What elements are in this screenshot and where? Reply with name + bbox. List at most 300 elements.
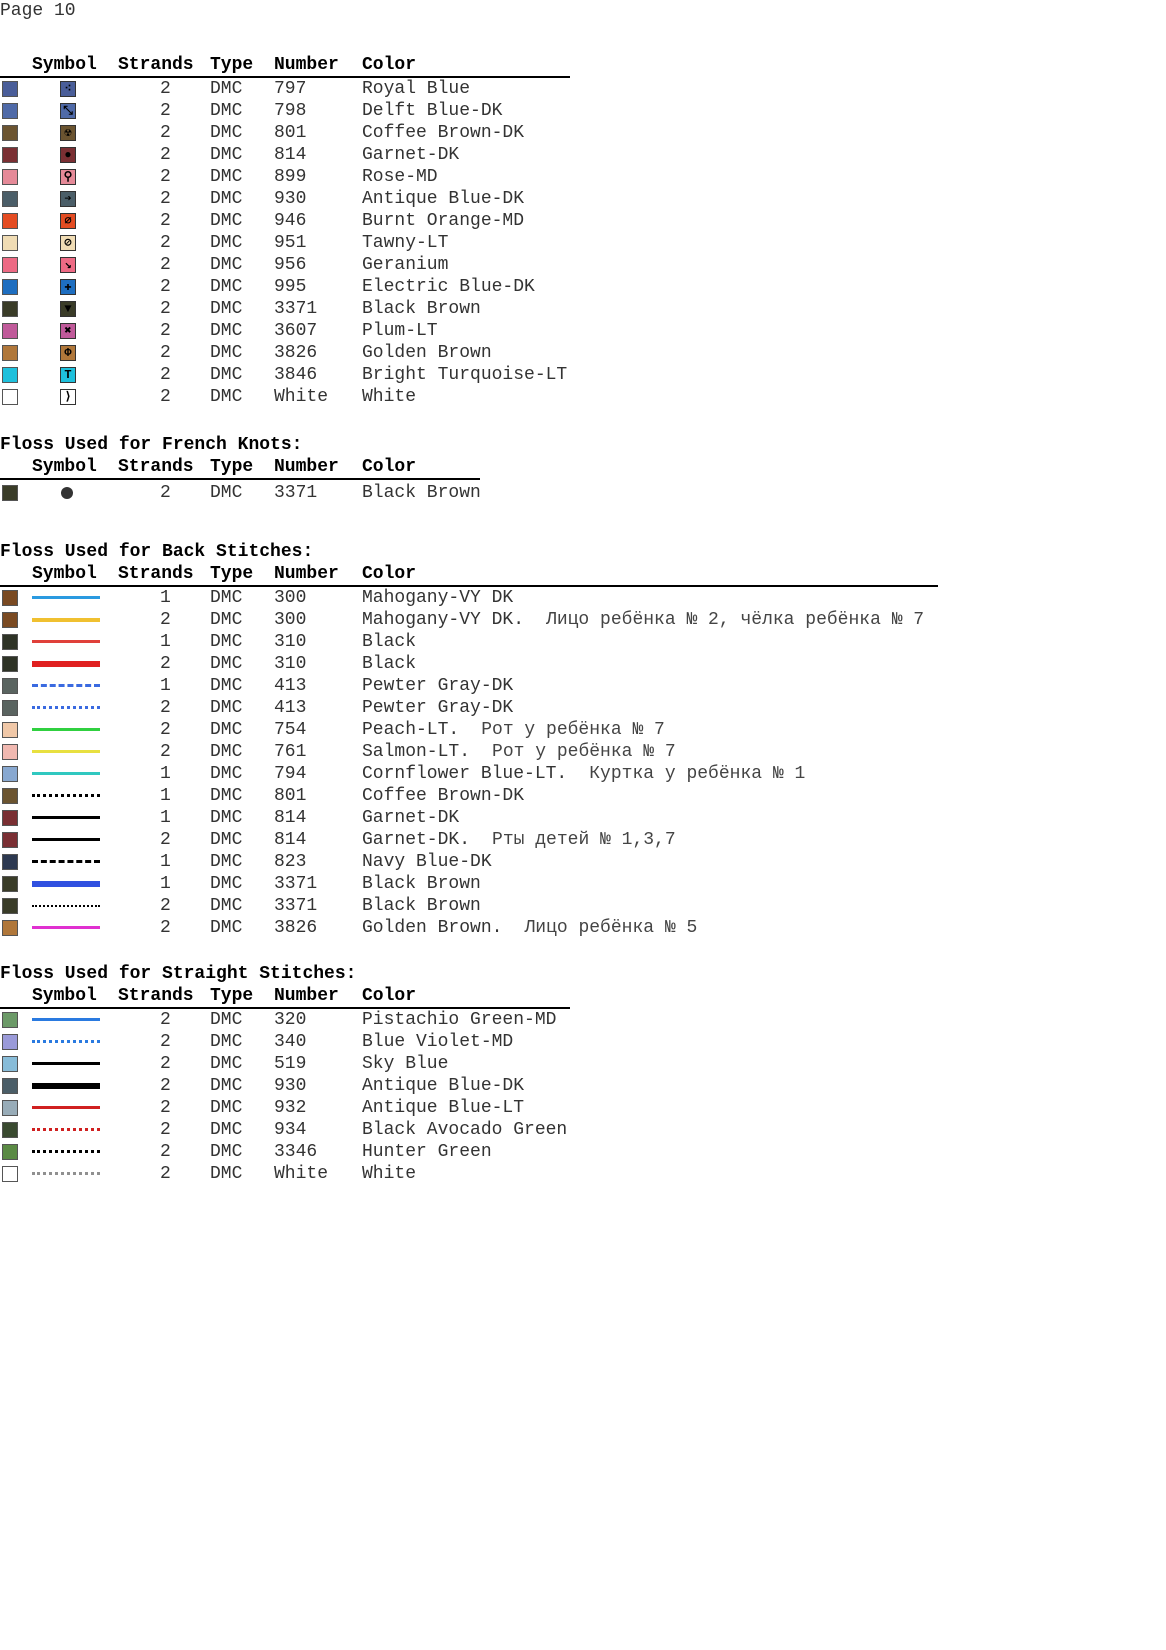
color-cell: [362, 785, 524, 807]
color-swatch: [2, 191, 18, 207]
color-cell: [362, 763, 805, 785]
color-name: Delft Blue-DK: [362, 101, 503, 121]
header-number: Number: [274, 986, 339, 1006]
strands-cell: 2: [160, 1054, 171, 1074]
type-cell: DMC: [210, 764, 243, 784]
type-cell: DMC: [210, 101, 243, 121]
color-name: Mahogany-VY DK.: [362, 610, 525, 630]
strands-cell: 2: [160, 387, 171, 407]
type-cell: DMC: [210, 720, 243, 740]
color-cell: [362, 210, 524, 232]
strands-cell: 1: [160, 786, 171, 806]
strands-cell: 2: [160, 1010, 171, 1030]
header-symbol: Symbol: [32, 55, 97, 75]
table-row: [0, 719, 938, 741]
color-cell: [362, 78, 470, 100]
table-row: [0, 276, 570, 298]
color-name: Golden Brown.: [362, 918, 503, 938]
table-row: [0, 609, 938, 631]
number-cell: 3371: [274, 896, 318, 916]
color-swatch: [2, 1034, 18, 1050]
type-cell: DMC: [210, 588, 243, 608]
color-swatch: [2, 920, 18, 936]
color-cell: [362, 917, 697, 939]
color-name: Golden Brown: [362, 343, 492, 363]
color-name: White: [362, 1164, 417, 1184]
number-cell: 934: [274, 1120, 307, 1140]
color-swatch: [2, 367, 18, 383]
table-row: [0, 697, 938, 719]
type-cell: DMC: [210, 321, 243, 341]
straight-stitches-title: Floss Used for Straight Stitches:: [0, 964, 357, 984]
type-cell: DMC: [210, 830, 243, 850]
stitch-line-symbol: [32, 1062, 100, 1065]
stitch-line-symbol: [32, 1128, 100, 1131]
color-name: Coffee Brown-DK: [362, 786, 525, 806]
number-cell: 932: [274, 1098, 307, 1118]
stitch-line-symbol: [32, 905, 100, 907]
color-name: Pistachio Green-MD: [362, 1010, 557, 1030]
number-cell: 946: [274, 211, 307, 231]
color-swatch: [2, 1144, 18, 1160]
type-cell: DMC: [210, 698, 243, 718]
stitch-line-symbol: [32, 596, 100, 599]
color-note: Рты детей № 1,3,7: [492, 830, 676, 850]
number-cell: 3826: [274, 343, 318, 363]
type-cell: DMC: [210, 343, 243, 363]
color-name: Geranium: [362, 255, 449, 275]
strands-cell: 1: [160, 852, 171, 872]
table-row: [0, 166, 570, 188]
french-rows: [0, 482, 480, 504]
number-cell: 754: [274, 720, 307, 740]
strands-cell: 1: [160, 632, 171, 652]
number-cell: 798: [274, 101, 307, 121]
number-cell: 310: [274, 632, 307, 652]
color-name: Electric Blue-DK: [362, 277, 535, 297]
straight-rows: [0, 1009, 570, 1185]
number-cell: White: [274, 387, 329, 407]
type-cell: DMC: [210, 1098, 243, 1118]
table-row: [0, 917, 938, 939]
color-name: Black: [362, 654, 417, 674]
strands-cell: 2: [160, 1142, 171, 1162]
number-cell: 801: [274, 123, 307, 143]
color-cell: [362, 188, 524, 210]
header-strands: Strands: [118, 986, 194, 1006]
number-cell: 951: [274, 233, 307, 253]
color-cell: [362, 1163, 416, 1185]
color-name: Blue Violet-MD: [362, 1032, 514, 1052]
number-cell: 794: [274, 764, 307, 784]
table-header: [0, 985, 570, 1009]
color-cell: [362, 386, 416, 408]
strands-cell: 1: [160, 588, 171, 608]
color-note: Лицо ребёнка № 5: [524, 918, 698, 938]
stitch-line-symbol: [32, 926, 100, 929]
color-swatch: [2, 213, 18, 229]
header-strands: Strands: [118, 457, 194, 477]
color-swatch: [2, 656, 18, 672]
number-cell: 899: [274, 167, 307, 187]
header-strands: Strands: [118, 564, 194, 584]
stitch-line-symbol: [32, 1018, 100, 1021]
table-header: [0, 54, 570, 78]
table-row: [0, 298, 570, 320]
color-swatch: [2, 345, 18, 361]
type-cell: DMC: [210, 610, 243, 630]
header-number: Number: [274, 564, 339, 584]
header-symbol: Symbol: [32, 986, 97, 1006]
table-header: [0, 456, 480, 480]
color-cell: [362, 829, 676, 851]
color-name: Black Brown: [362, 483, 481, 503]
strands-cell: 2: [160, 365, 171, 385]
type-cell: DMC: [210, 123, 243, 143]
number-cell: 3826: [274, 918, 318, 938]
strands-cell: 2: [160, 211, 171, 231]
stitch-line-symbol: [32, 772, 100, 775]
color-name: Burnt Orange-MD: [362, 211, 525, 231]
number-cell: 310: [274, 654, 307, 674]
table-row: [0, 807, 938, 829]
table-row: [0, 232, 570, 254]
type-cell: DMC: [210, 896, 243, 916]
color-swatch: [2, 147, 18, 163]
type-cell: DMC: [210, 387, 243, 407]
number-cell: 300: [274, 588, 307, 608]
type-cell: DMC: [210, 299, 243, 319]
table-row: [0, 1009, 570, 1031]
stitch-line-symbol: [32, 860, 100, 863]
stitch-line-symbol: [32, 1150, 100, 1153]
color-swatch: [2, 1166, 18, 1182]
number-cell: 3846: [274, 365, 318, 385]
color-cell: [362, 807, 459, 829]
stitch-line-symbol: [32, 1083, 100, 1089]
strands-cell: 2: [160, 123, 171, 143]
stitch-symbol-icon: ⊘: [60, 235, 76, 251]
color-swatch: [2, 301, 18, 317]
type-cell: DMC: [210, 1076, 243, 1096]
back-rows: [0, 587, 938, 939]
table-row: [0, 144, 570, 166]
color-name: Coffee Brown-DK: [362, 123, 525, 143]
strands-cell: 2: [160, 698, 171, 718]
color-swatch: [2, 235, 18, 251]
stitch-line-symbol: [32, 706, 100, 709]
table-row: [0, 675, 938, 697]
number-cell: 995: [274, 277, 307, 297]
color-note: Куртка у ребёнка № 1: [589, 764, 806, 784]
number-cell: 801: [274, 786, 307, 806]
color-swatch: [2, 590, 18, 606]
strands-cell: 2: [160, 101, 171, 121]
stitch-symbol-icon: ↘: [60, 257, 76, 273]
type-cell: DMC: [210, 808, 243, 828]
type-cell: DMC: [210, 632, 243, 652]
color-cell: [362, 1075, 524, 1097]
number-cell: 300: [274, 610, 307, 630]
table-row: [0, 1097, 570, 1119]
stitch-line-symbol: [32, 684, 100, 687]
number-cell: 823: [274, 852, 307, 872]
number-cell: 320: [274, 1010, 307, 1030]
type-cell: DMC: [210, 1120, 243, 1140]
color-cell: [362, 1141, 492, 1163]
header-symbol: Symbol: [32, 457, 97, 477]
stitch-symbol-icon: ▼: [60, 301, 76, 317]
color-swatch: [2, 103, 18, 119]
table-row: [0, 320, 570, 342]
strands-cell: 2: [160, 918, 171, 938]
stitch-line-symbol: [32, 1172, 100, 1175]
color-cell: [362, 653, 416, 675]
table-row: [0, 873, 938, 895]
type-cell: DMC: [210, 483, 243, 503]
color-note: Рот у ребёнка № 7: [492, 742, 676, 762]
stitch-line-symbol: [32, 728, 100, 731]
color-cell: [362, 1097, 524, 1119]
table-row: [0, 763, 938, 785]
color-name: Garnet-DK: [362, 808, 460, 828]
strands-cell: 2: [160, 79, 171, 99]
table-row: [0, 631, 938, 653]
color-cell: [362, 609, 924, 631]
type-cell: DMC: [210, 1032, 243, 1052]
color-name: Rose-MD: [362, 167, 438, 187]
stitch-line-symbol: [32, 640, 100, 643]
strands-cell: 1: [160, 874, 171, 894]
color-cell: [362, 254, 448, 276]
color-swatch: [2, 722, 18, 738]
strands-cell: 2: [160, 610, 171, 630]
strands-cell: 2: [160, 1032, 171, 1052]
color-name: Garnet-DK: [362, 145, 460, 165]
strands-cell: 2: [160, 896, 171, 916]
stitch-line-symbol: [32, 661, 100, 667]
header-color: Color: [362, 55, 417, 75]
color-name: Peach-LT.: [362, 720, 460, 740]
table-row: [0, 1119, 570, 1141]
table-row: [0, 210, 570, 232]
type-cell: DMC: [210, 233, 243, 253]
number-cell: 761: [274, 742, 307, 762]
color-name: Sky Blue: [362, 1054, 449, 1074]
color-name: Pewter Gray-DK: [362, 676, 514, 696]
color-cell: [362, 482, 481, 504]
strands-cell: 2: [160, 483, 171, 503]
table-row: [0, 386, 570, 408]
color-cell: [362, 1053, 448, 1075]
type-cell: DMC: [210, 167, 243, 187]
strands-cell: 2: [160, 742, 171, 762]
table-row: [0, 342, 570, 364]
main-symbol-table: [0, 54, 570, 408]
number-cell: 3371: [274, 874, 318, 894]
strands-cell: 2: [160, 299, 171, 319]
strands-cell: 2: [160, 189, 171, 209]
color-name: Bright Turquoise-LT: [362, 365, 568, 385]
color-cell: [362, 1119, 567, 1141]
strands-cell: 2: [160, 1076, 171, 1096]
color-name: Plum-LT: [362, 321, 438, 341]
strands-cell: 2: [160, 277, 171, 297]
color-swatch: [2, 1078, 18, 1094]
color-name: Black: [362, 632, 417, 652]
color-swatch: [2, 876, 18, 892]
stitch-line-symbol: [32, 881, 100, 887]
header-strands: Strands: [118, 55, 194, 75]
color-swatch: [2, 1056, 18, 1072]
strands-cell: 2: [160, 830, 171, 850]
color-swatch: [2, 279, 18, 295]
table-row: [0, 653, 938, 675]
table-row: [0, 188, 570, 210]
color-name: Black Brown: [362, 874, 481, 894]
table-row: [0, 254, 570, 276]
header-number: Number: [274, 457, 339, 477]
color-swatch: [2, 81, 18, 97]
table-row: [0, 829, 938, 851]
type-cell: DMC: [210, 189, 243, 209]
color-name: Salmon-LT.: [362, 742, 471, 762]
stitch-symbol-icon: ☢: [60, 125, 76, 141]
color-cell: [362, 719, 665, 741]
color-swatch: [2, 485, 18, 501]
color-swatch: [2, 257, 18, 273]
stitch-symbol-icon: Φ: [60, 345, 76, 361]
type-cell: DMC: [210, 1164, 243, 1184]
color-cell: [362, 122, 524, 144]
color-swatch: [2, 854, 18, 870]
strands-cell: 2: [160, 167, 171, 187]
table-row: [0, 122, 570, 144]
page-label: Page 10: [0, 1, 76, 21]
color-swatch: [2, 678, 18, 694]
header-color: Color: [362, 457, 417, 477]
strands-cell: 2: [160, 321, 171, 341]
header-type: Type: [210, 564, 254, 584]
header-symbol: Symbol: [32, 564, 97, 584]
table-row: [0, 100, 570, 122]
number-cell: 3607: [274, 321, 318, 341]
number-cell: 3371: [274, 299, 318, 319]
type-cell: DMC: [210, 255, 243, 275]
header-type: Type: [210, 986, 254, 1006]
color-swatch: [2, 323, 18, 339]
color-note: Лицо ребёнка № 2, чёлка ребёнка № 7: [546, 610, 925, 630]
color-swatch: [2, 700, 18, 716]
table-row: [0, 785, 938, 807]
color-name: Black Brown: [362, 896, 481, 916]
color-swatch: [2, 832, 18, 848]
table-row: [0, 1075, 570, 1097]
type-cell: DMC: [210, 277, 243, 297]
color-cell: [362, 631, 416, 653]
stitch-symbol-icon: ⁖: [60, 81, 76, 97]
number-cell: 3346: [274, 1142, 318, 1162]
color-cell: [362, 697, 513, 719]
main-rows: [0, 78, 570, 408]
color-cell: [362, 741, 676, 763]
number-cell: 814: [274, 830, 307, 850]
type-cell: DMC: [210, 1054, 243, 1074]
type-cell: DMC: [210, 145, 243, 165]
stitch-symbol-icon: ⌀: [60, 213, 76, 229]
back-stitches-table: [0, 541, 938, 939]
color-swatch: [2, 1100, 18, 1116]
stitch-symbol-icon: T: [60, 367, 76, 383]
table-row: [0, 1163, 570, 1185]
number-cell: 930: [274, 1076, 307, 1096]
color-swatch: [2, 810, 18, 826]
table-row: [0, 78, 570, 100]
stitch-line-symbol: [32, 750, 100, 753]
color-cell: [362, 166, 438, 188]
french-knots-title: Floss Used for French Knots:: [0, 435, 303, 455]
type-cell: DMC: [210, 742, 243, 762]
stitch-symbol-icon: ➔: [60, 191, 76, 207]
strands-cell: 2: [160, 343, 171, 363]
number-cell: 956: [274, 255, 307, 275]
color-name: Pewter Gray-DK: [362, 698, 514, 718]
strands-cell: 2: [160, 720, 171, 740]
color-swatch: [2, 169, 18, 185]
stitch-line-symbol: [32, 816, 100, 819]
type-cell: DMC: [210, 786, 243, 806]
header-type: Type: [210, 55, 254, 75]
header-color: Color: [362, 564, 417, 584]
color-name: Tawny-LT: [362, 233, 449, 253]
table-row: [0, 587, 938, 609]
number-cell: 930: [274, 189, 307, 209]
stitch-symbol-icon: ⚲: [60, 169, 76, 185]
color-swatch: [2, 744, 18, 760]
color-name: White: [362, 387, 417, 407]
color-cell: [362, 587, 513, 609]
color-cell: [362, 675, 513, 697]
stitch-symbol-icon: ⟩: [60, 389, 76, 405]
type-cell: DMC: [210, 1142, 243, 1162]
strands-cell: 2: [160, 255, 171, 275]
stitch-line-symbol: [32, 794, 100, 797]
strands-cell: 2: [160, 145, 171, 165]
color-cell: [362, 1009, 556, 1031]
color-swatch: [2, 634, 18, 650]
strands-cell: 2: [160, 1120, 171, 1140]
color-cell: [362, 342, 492, 364]
strands-cell: 1: [160, 676, 171, 696]
stitch-line-symbol: [32, 618, 100, 622]
color-name: Antique Blue-DK: [362, 189, 525, 209]
table-row: [0, 1053, 570, 1075]
type-cell: DMC: [210, 654, 243, 674]
strands-cell: 2: [160, 1098, 171, 1118]
color-note: Рот у ребёнка № 7: [481, 720, 665, 740]
type-cell: DMC: [210, 211, 243, 231]
french-knot-dot-icon: [61, 487, 73, 499]
color-swatch: [2, 389, 18, 405]
color-cell: [362, 364, 567, 386]
color-name: Antique Blue-DK: [362, 1076, 525, 1096]
stitch-symbol-icon: ✖: [60, 323, 76, 339]
number-cell: 814: [274, 808, 307, 828]
table-row: [0, 1141, 570, 1163]
color-name: Mahogany-VY DK: [362, 588, 514, 608]
strands-cell: 2: [160, 233, 171, 253]
color-cell: [362, 873, 481, 895]
